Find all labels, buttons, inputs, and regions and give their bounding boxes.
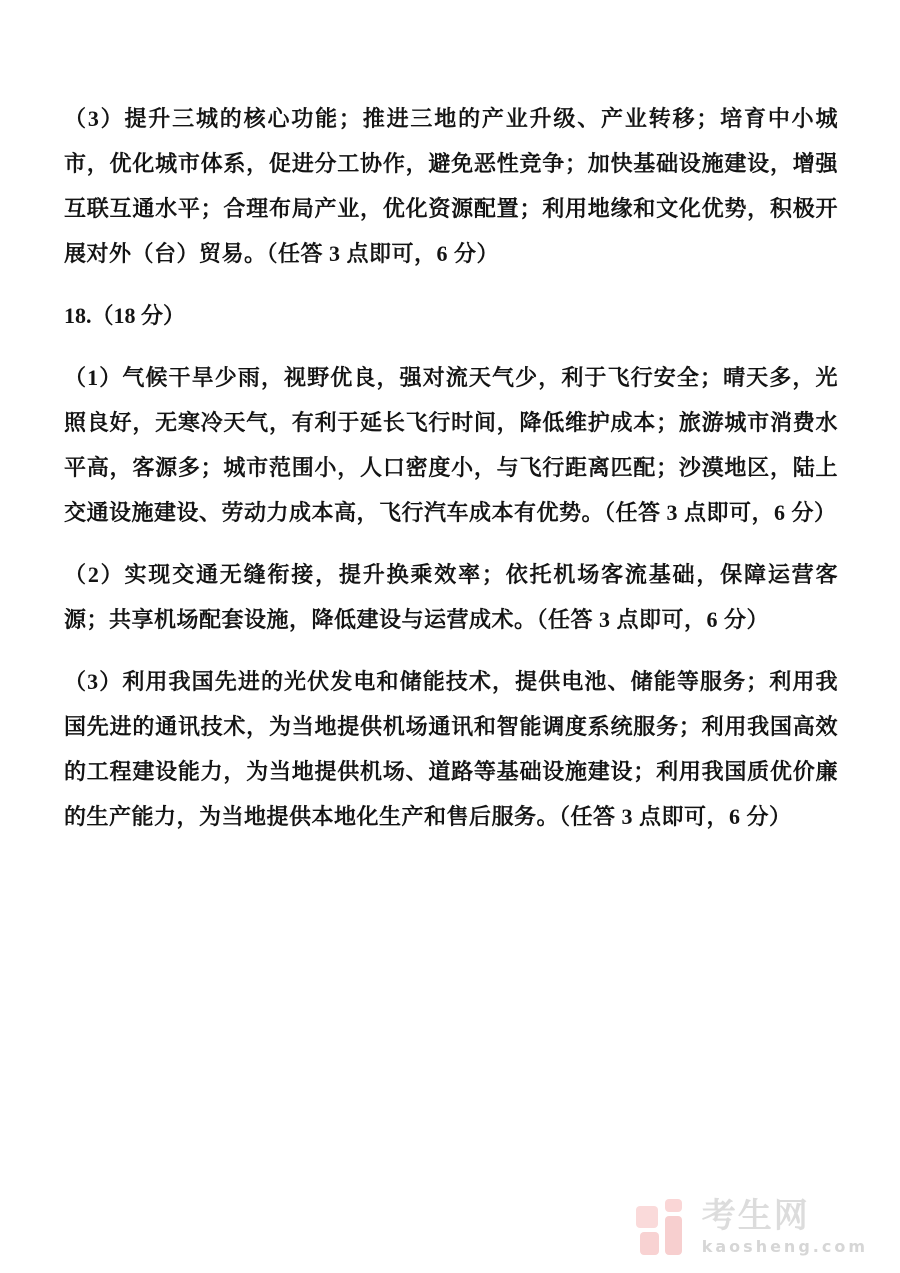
answer-q18-part2: （2）实现交通无缝衔接，提升换乘效率；依托机场客流基础，保障运营客源；共享机场配套设施，降低建设与运营成术。（任答 3 点即可，6 分）: [64, 562, 838, 632]
watermark-site-url: kaosheng.com: [701, 1237, 868, 1256]
answer-q18-part1: （1）气候干旱少雨，视野优良，强对流天气少，利于飞行安全；晴天多，光照良好，无寒冷天气，有利于延长飞行时间，降低维护成本；旅游城市消费水平高，客源多；城市范围小，人口密度小，与飞行距离匹配；沙漠地区，陆上交通设施建设、劳动力成本高，飞行汽车成本有优势。（任答 3 点即可，6 分）: [64, 365, 838, 525]
question-18-header: 18.（18 分）: [64, 303, 186, 328]
answer-sheet-content: [64, 96, 838, 839]
answer-q17-part3: （3）提升三城的核心功能；推进三地的产业升级、产业转移；培育中小城市，优化城市体系，促进分工协作，避免恶性竞争；加快基础设施建设，增强互联互通水平；合理布局产业，优化资源配置；利用地缘和文化优势，积极开展对外（台）贸易。（任答 3 点即可，6 分）: [64, 106, 838, 266]
logo-block-top-left: [636, 1206, 658, 1228]
logo-block-right-bar: [665, 1216, 682, 1255]
logo-block-top-right: [665, 1199, 682, 1212]
watermark-text: [701, 1196, 868, 1256]
watermark-site-name: 考生网: [701, 1196, 810, 1236]
kaosheng-logo-icon: [636, 1199, 688, 1255]
logo-block-bottom-left: [640, 1232, 659, 1255]
kaosheng-watermark: [636, 1196, 868, 1256]
answer-q18-part3: （3）利用我国先进的光伏发电和储能技术，提供电池、储能等服务；利用我国先进的通讯技术，为当地提供机场通讯和智能调度系统服务；利用我国高效的工程建设能力，为当地提供机场、道路等基础设施建设；利用我国质优价廉的生产能力，为当地提供本地化生产和售后服务。（任答 3 点即可，6 分）: [64, 669, 838, 829]
